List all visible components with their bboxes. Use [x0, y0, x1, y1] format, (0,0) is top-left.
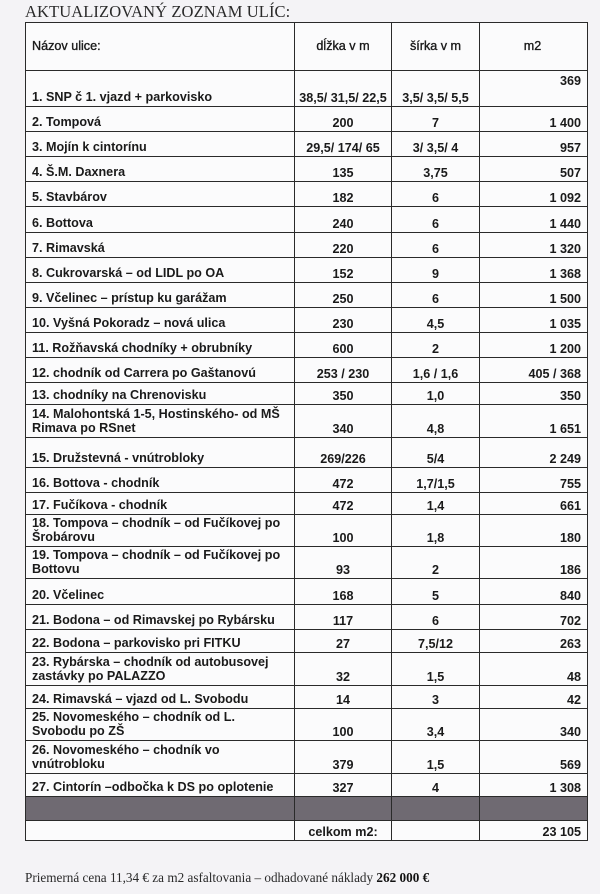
street-name: 10. Vyšná Pokoradz – nová ulica [26, 308, 295, 333]
area-cell: 569 [480, 741, 588, 774]
street-name: 21. Bodona – od Rimavskej po Rybársku [26, 605, 295, 630]
width-cell: 1,6 / 1,6 [392, 358, 480, 383]
width-cell: 4,8 [392, 405, 480, 438]
street-name: 23. Rybárska – chodník od autobusovej zastávky po PALAZZO [26, 653, 295, 686]
street-name: 7. Rimavská [26, 233, 295, 258]
area-cell: 186 [480, 547, 588, 579]
street-name: 2. Tompová [26, 107, 295, 132]
table-row [26, 283, 588, 308]
width-cell: 2 [392, 333, 480, 358]
street-name: 19. Tompova – chodník – od Fučíkovej po Bottovu [26, 547, 295, 579]
length-cell: 100 [295, 515, 392, 547]
street-name: 14. Malohontská 1-5, Hostinského- od MŠ Rimava po RSnet [26, 405, 295, 438]
street-name: 11. Rožňavská chodníky + obrubníky [26, 333, 295, 358]
header-area: m2 [480, 23, 588, 71]
table-row [26, 493, 588, 515]
table-row [26, 182, 588, 207]
width-cell: 1,8 [392, 515, 480, 547]
area-cell: 1 440 [480, 207, 588, 233]
table-row [26, 686, 588, 709]
table-row [26, 333, 588, 358]
area-cell: 48 [480, 653, 588, 686]
width-cell: 1,5 [392, 741, 480, 774]
area-cell: 350 [480, 383, 588, 405]
area-cell: 1 368 [480, 258, 588, 283]
street-name: 17. Fučíkova - chodník [26, 493, 295, 515]
street-name: 13. chodníky na Chrenovisku [26, 383, 295, 405]
length-cell: 379 [295, 741, 392, 774]
street-name: 12. chodník od Carrera po Gaštanovú [26, 358, 295, 383]
length-cell: 100 [295, 709, 392, 741]
length-cell: 472 [295, 493, 392, 515]
footnote-text: Priemerná cena 11,34 € za m2 asfaltovania – odhadované náklady [25, 870, 377, 885]
length-cell: 269/226 [295, 438, 392, 468]
area-cell: 1 200 [480, 333, 588, 358]
area-cell: 263 [480, 630, 588, 653]
area-cell: 661 [480, 493, 588, 515]
total-empty-cell [392, 821, 480, 841]
area-cell: 1 651 [480, 405, 588, 438]
width-cell: 1,0 [392, 383, 480, 405]
header-length: dĺžka v m [295, 23, 392, 71]
street-name: 8. Cukrovarská – od LIDL po OA [26, 258, 295, 283]
area-cell: 1 308 [480, 774, 588, 797]
area-cell: 1 092 [480, 182, 588, 207]
total-label: celkom m2: [295, 821, 392, 841]
table-row [26, 774, 588, 797]
width-cell: 2 [392, 547, 480, 579]
shaded-cell [26, 797, 295, 821]
length-cell: 29,5/ 174/ 65 [295, 132, 392, 157]
street-name: 3. Mojín k cintorínu [26, 132, 295, 157]
area-cell: 957 [480, 132, 588, 157]
width-cell: 3 [392, 686, 480, 709]
width-cell: 6 [392, 207, 480, 233]
width-cell: 1,7/1,5 [392, 468, 480, 493]
length-cell: 38,5/ 31,5/ 22,5 [295, 71, 392, 107]
header-street-name: Názov ulice: [26, 23, 295, 71]
table-row [26, 438, 588, 468]
table-row [26, 653, 588, 686]
width-cell: 7 [392, 107, 480, 132]
table-row [26, 405, 588, 438]
table-row [26, 709, 588, 741]
shaded-cell [295, 797, 392, 821]
width-cell: 1,4 [392, 493, 480, 515]
table-row [26, 71, 588, 107]
area-cell: 1 320 [480, 233, 588, 258]
table-row [26, 383, 588, 405]
length-cell: 168 [295, 579, 392, 605]
length-cell: 340 [295, 405, 392, 438]
width-cell: 6 [392, 605, 480, 630]
total-row [26, 821, 588, 841]
area-cell: 840 [480, 579, 588, 605]
total-value: 23 105 [480, 821, 588, 841]
area-cell: 1 400 [480, 107, 588, 132]
length-cell: 253 / 230 [295, 358, 392, 383]
width-cell: 3,4 [392, 709, 480, 741]
length-cell: 117 [295, 605, 392, 630]
total-empty-cell [26, 821, 295, 841]
street-name: 27. Cintorín –odbočka k DS po oplotenie [26, 774, 295, 797]
width-cell: 3,5/ 3,5/ 5,5 [392, 71, 480, 107]
length-cell: 27 [295, 630, 392, 653]
width-cell: 6 [392, 233, 480, 258]
width-cell: 7,5/12 [392, 630, 480, 653]
table-row [26, 741, 588, 774]
width-cell: 5 [392, 579, 480, 605]
table-row [26, 515, 588, 547]
length-cell: 472 [295, 468, 392, 493]
area-cell: 42 [480, 686, 588, 709]
table-row [26, 107, 588, 132]
length-cell: 240 [295, 207, 392, 233]
table-row [26, 132, 588, 157]
length-cell: 350 [295, 383, 392, 405]
area-cell: 1 035 [480, 308, 588, 333]
street-name: 6. Bottova [26, 207, 295, 233]
length-cell: 230 [295, 308, 392, 333]
street-name: 26. Novomeského – chodník vo vnútrobloku [26, 741, 295, 774]
area-cell: 755 [480, 468, 588, 493]
length-cell: 14 [295, 686, 392, 709]
table-row [26, 547, 588, 579]
street-name: 22. Bodona – parkovisko pri FITKU [26, 630, 295, 653]
width-cell: 9 [392, 258, 480, 283]
width-cell: 5/4 [392, 438, 480, 468]
shaded-cell [480, 797, 588, 821]
area-cell: 507 [480, 157, 588, 182]
length-cell: 93 [295, 547, 392, 579]
width-cell: 4,5 [392, 308, 480, 333]
table-row [26, 207, 588, 233]
table-row [26, 579, 588, 605]
street-name: 16. Bottova - chodník [26, 468, 295, 493]
street-name: 24. Rimavská – vjazd od L. Svobodu [26, 686, 295, 709]
street-name: 18. Tompova – chodník – od Fučíkovej po Šrobárovu [26, 515, 295, 547]
table-row [26, 630, 588, 653]
length-cell: 135 [295, 157, 392, 182]
area-cell: 702 [480, 605, 588, 630]
street-name: 25. Novomeského – chodník od L. Svobodu po ZŠ [26, 709, 295, 741]
width-cell: 1,5 [392, 653, 480, 686]
width-cell: 3/ 3,5/ 4 [392, 132, 480, 157]
area-cell: 369 [480, 71, 588, 107]
streets-table [25, 22, 588, 841]
header-width: šírka v m [392, 23, 480, 71]
table-header-row [26, 23, 588, 71]
area-cell: 180 [480, 515, 588, 547]
shaded-separator-row [26, 797, 588, 821]
area-cell: 340 [480, 709, 588, 741]
length-cell: 32 [295, 653, 392, 686]
table-row [26, 233, 588, 258]
street-name: 5. Stavbárov [26, 182, 295, 207]
length-cell: 220 [295, 233, 392, 258]
length-cell: 200 [295, 107, 392, 132]
table-row [26, 605, 588, 630]
street-name: 9. Včelinec – prístup ku garážam [26, 283, 295, 308]
length-cell: 250 [295, 283, 392, 308]
document-title: AKTUALIZOVANÝ ZOZNAM ULÍC: [25, 2, 291, 21]
street-name: 20. Včelinec [26, 579, 295, 605]
table-row [26, 157, 588, 182]
length-cell: 327 [295, 774, 392, 797]
shaded-cell [392, 797, 480, 821]
width-cell: 6 [392, 283, 480, 308]
width-cell: 3,75 [392, 157, 480, 182]
footnote [25, 870, 429, 886]
table-row [26, 258, 588, 283]
length-cell: 182 [295, 182, 392, 207]
width-cell: 4 [392, 774, 480, 797]
length-cell: 600 [295, 333, 392, 358]
area-cell: 2 249 [480, 438, 588, 468]
street-name: 4. Š.M. Daxnera [26, 157, 295, 182]
length-cell: 152 [295, 258, 392, 283]
street-name: 1. SNP č 1. vjazd + parkovisko [26, 71, 295, 107]
street-name: 15. Družstevná - vnútrobloky [26, 438, 295, 468]
table-row [26, 358, 588, 383]
area-cell: 405 / 368 [480, 358, 588, 383]
width-cell: 6 [392, 182, 480, 207]
area-cell: 1 500 [480, 283, 588, 308]
table-row [26, 468, 588, 493]
estimated-cost: 262 000 € [376, 870, 430, 885]
table-row [26, 308, 588, 333]
